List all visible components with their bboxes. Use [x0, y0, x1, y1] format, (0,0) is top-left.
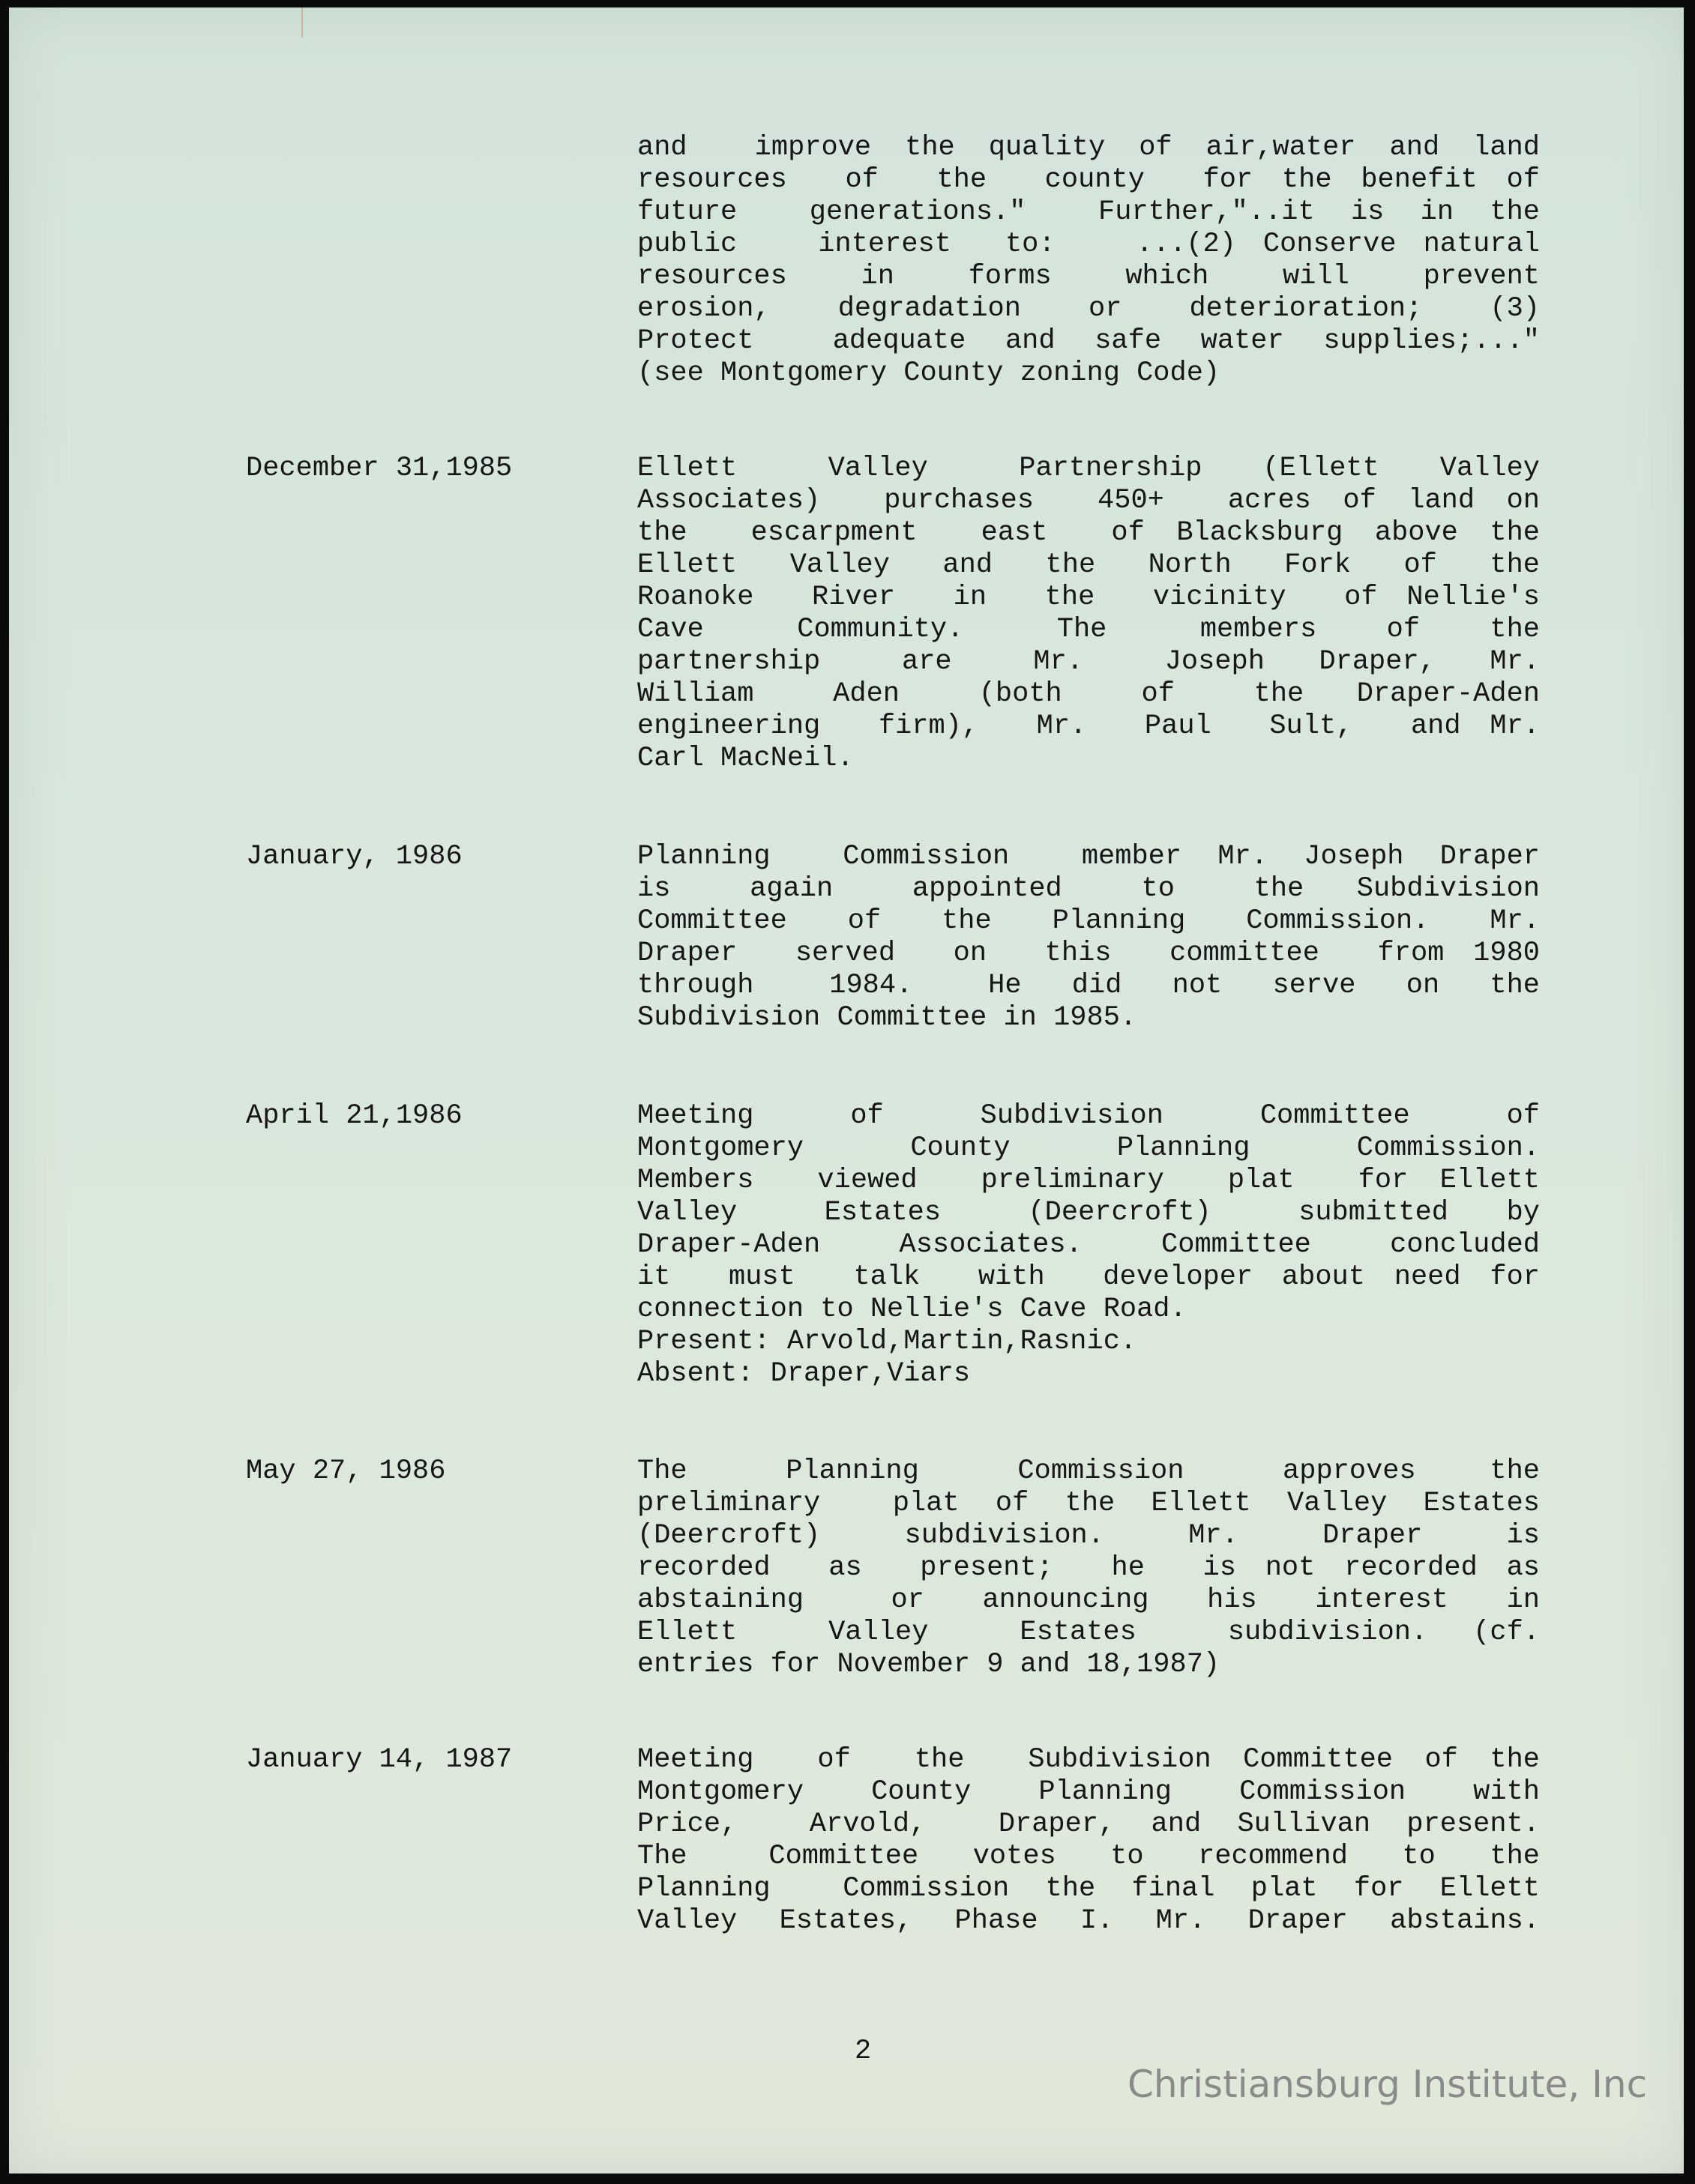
- entry-date: December 31,1985: [246, 453, 513, 484]
- text-line: the escarpment east of Blacksburg above the: [637, 517, 1540, 549]
- entry-text: [637, 841, 1540, 1034]
- text-line: Committee of the Planning Commission. Mr.: [637, 905, 1540, 937]
- entry-text: [637, 1100, 1540, 1390]
- text-line: preliminary plat of the Ellett Valley Estates: [637, 1488, 1540, 1519]
- entry-date: January, 1986: [246, 841, 463, 872]
- text-line: abstaining or announcing his interest in: [637, 1584, 1540, 1616]
- text-line: recorded as present; he is not recorded as: [637, 1552, 1540, 1584]
- text-line: Meeting of Subdivision Committee of: [637, 1100, 1540, 1132]
- text-line: engineering firm), Mr. Paul Sult, and Mr.: [637, 711, 1540, 742]
- text-line: erosion, degradation or deterioration; (3): [637, 293, 1540, 325]
- text-line: is again appointed to the Subdivision: [637, 873, 1540, 905]
- text-line: (see Montgomery County zoning Code): [637, 358, 1220, 389]
- text-line: Ellett Valley Estates subdivision. (cf.: [637, 1617, 1540, 1648]
- text-line: Price, Arvold, Draper, and Sullivan present.: [637, 1809, 1540, 1840]
- text-line: The Planning Commission approves the: [637, 1456, 1540, 1487]
- text-line: Ellett Valley Partnership (Ellett Valley: [637, 453, 1540, 484]
- document-page: [9, 7, 1684, 2174]
- text-line: William Aden (both of the Draper-Aden: [637, 678, 1540, 710]
- text-line: Roanoke River in the vicinity of Nellie's: [637, 582, 1540, 613]
- text-line: Draper-Aden Associates. Committee concluded: [637, 1229, 1540, 1261]
- entry-text: [637, 453, 1540, 775]
- text-line: The Committee votes to recommend to the: [637, 1841, 1540, 1872]
- text-line: entries for November 9 and 18,1987): [637, 1649, 1220, 1680]
- text-line: through 1984. He did not serve on the: [637, 970, 1540, 1001]
- text-line: Montgomery County Planning Commission.: [637, 1132, 1540, 1164]
- text-line: Members viewed preliminary plat for Ellett: [637, 1165, 1540, 1196]
- paper-crease: [301, 7, 303, 37]
- page-number: 2: [855, 2036, 872, 2067]
- text-line: Planning Commission member Mr. Joseph Draper: [637, 841, 1540, 872]
- text-line: Subdivision Committee in 1985.: [637, 1002, 1137, 1034]
- text-line: partnership are Mr. Joseph Draper, Mr.: [637, 646, 1540, 678]
- text-line: public interest to: ...(2) Conserve natural: [637, 229, 1540, 260]
- text-line: Ellett Valley and the North Fork of the: [637, 549, 1540, 581]
- text-line: Planning Commission the final plat for Ellett: [637, 1873, 1540, 1904]
- text-line: it must talk with developer about need for: [637, 1261, 1540, 1293]
- entry-date: January 14, 1987: [246, 1744, 513, 1776]
- text-line: resources in forms which will prevent: [637, 261, 1540, 292]
- text-line: Present: Arvold,Martin,Rasnic.: [637, 1326, 1137, 1357]
- text-line: Cave Community. The members of the: [637, 614, 1540, 645]
- text-line: Valley Estates, Phase I. Mr. Draper abstains.: [637, 1905, 1540, 1937]
- entry-date: May 27, 1986: [246, 1456, 446, 1487]
- entry-text: [637, 1456, 1540, 1681]
- intro-paragraph: [637, 132, 1540, 390]
- text-line: Meeting of the Subdivision Committee of the: [637, 1744, 1540, 1776]
- text-line: resources of the county for the benefit of: [637, 164, 1540, 196]
- text-line: Draper served on this committee from 1980: [637, 938, 1540, 969]
- watermark-text: Christiansburg Institute, Inc: [1128, 2063, 1648, 2106]
- text-line: Carl MacNeil.: [637, 743, 854, 774]
- text-line: future generations." Further,"..it is in the: [637, 196, 1540, 228]
- text-line: (Deercroft) subdivision. Mr. Draper is: [637, 1520, 1540, 1551]
- text-line: Valley Estates (Deercroft) submitted by: [637, 1197, 1540, 1228]
- entry-text: [637, 1744, 1540, 1937]
- text-line: Protect adequate and safe water supplies;...": [637, 325, 1540, 357]
- text-line: Associates) purchases 450+ acres of land on: [637, 485, 1540, 516]
- text-line: Montgomery County Planning Commission with: [637, 1776, 1540, 1808]
- text-line: connection to Nellie's Cave Road.: [637, 1294, 1187, 1325]
- text-line: Absent: Draper,Viars: [637, 1358, 971, 1390]
- entry-date: April 21,1986: [246, 1100, 463, 1132]
- text-line: and improve the quality of air,water and land: [637, 132, 1540, 163]
